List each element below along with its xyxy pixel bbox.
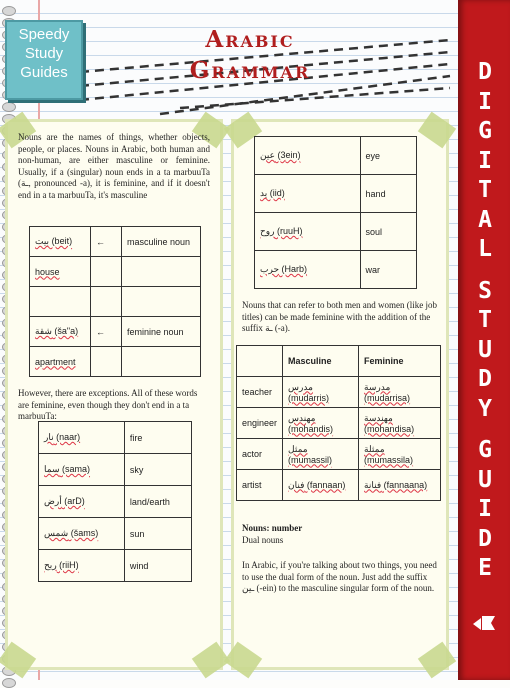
table-row [237,470,441,501]
table-cell: actor [237,439,283,470]
publisher-logo-icon [471,612,497,634]
table-cell: بيت (beit) [30,227,91,257]
spine-letter: G [478,118,492,144]
table-header-cell [237,346,283,377]
table-cell: مدرس (mudarris) [283,377,359,408]
table-cell: يد (iid) [255,175,361,213]
table-cell: ← [91,317,122,347]
table-cell [122,257,201,287]
spine-letter: E [478,555,492,581]
exceptions-paragraph: However, there are exceptions. All of these words are feminine, even though they don't end in a ta marbuuTa: [18,388,198,421]
table-cell: مهندسة (mohandisa) [359,408,441,439]
table-cell: land/earth [124,486,191,518]
table-row [30,287,201,317]
table-cell: سما (sama) [39,454,125,486]
table-row [237,439,441,470]
table-cell: أرض (arD) [39,486,125,518]
table-cell: ريح (riiH) [39,550,125,582]
table-cell: engineer [237,408,283,439]
table-cell: teacher [237,377,283,408]
dual-paragraph: In Arabic, if you're talking about two things, you need to use the dual form of the noun. Just add the suffix ـين (-ein) to the masculine singular form of the noun. [242,560,437,593]
table-cell: sun [124,518,191,550]
table-cell: عين (3ein) [255,137,361,175]
table-cell: ممثل (mumassil) [283,439,359,470]
table-cell: apartment [30,347,91,377]
table-cell: soul [360,213,416,251]
spine-letter [469,424,501,436]
spine-letter: A [478,206,492,233]
spine-letter: I [478,88,492,115]
table-row [39,518,192,550]
spine-letter: D [478,59,492,85]
table-cell: hand [360,175,416,213]
table-cell: مدرسة (mudarrisa) [359,377,441,408]
table-row [30,347,201,377]
spine-letter: D [478,366,492,392]
table-cell: feminine noun [122,317,201,347]
table-cell: فنانة (fannaana) [359,470,441,501]
spine-letter: S [478,277,492,304]
table-cell: eye [360,137,416,175]
table-cell: ممثلة (mumassila) [359,439,441,470]
table-row [39,550,192,582]
table-cell: مهندس (mohandis) [283,408,359,439]
table-cell: نار (naar) [39,422,125,454]
table-cell: شقة (ša"a) [30,317,91,347]
table-row [39,454,192,486]
table-row [30,227,201,257]
table-cell: sky [124,454,191,486]
spine-letter [469,265,501,277]
table-row [39,422,192,454]
table-cell [122,287,201,317]
table-cell: ← [91,227,122,257]
spine-letter: Y [478,395,492,422]
spine-letter: T [478,177,492,203]
table-cell: fire [124,422,191,454]
spine-letter: T [478,307,492,333]
table-cell [91,347,122,377]
number-heading: Nouns: number [242,523,303,533]
table-row [237,408,441,439]
jobs-table [236,345,441,501]
spine-letter: D [478,525,492,552]
table-cell: حرب (Harb) [255,251,361,289]
body-words-table [254,136,417,289]
table-cell: wind [124,550,191,582]
table-cell: فنان (fannaan) [283,470,359,501]
table-cell: masculine noun [122,227,201,257]
table-header-cell: Feminine [359,346,441,377]
table-cell [30,287,91,317]
gender-table [29,226,201,377]
table-cell [91,257,122,287]
table-header-cell: Masculine [283,346,359,377]
speedy-study-guides-logo: Speedy Study Guides [5,20,83,100]
table-row [255,251,417,289]
table-cell: artist [237,470,283,501]
spine-title [469,58,501,584]
spine-letter: G [478,437,492,463]
spine-letter: U [478,336,492,363]
intro-paragraph: Nouns are the names of things, whether objects, people, or places. Nouns in Arabic, both human and non-human, are either masculine or feminine. Usually, if a (singular) noun ends in a ta marbuuTa (ـة, pronounced -a), it is feminine, and if it doesn't end in a ta marbuuTa, it's masculine [18,132,210,200]
number-subheading: Dual nouns [242,535,284,545]
table-cell: war [360,251,416,289]
exceptions-table [38,421,192,582]
table-cell [122,347,201,377]
suffix-paragraph: Nouns that can refer to both men and women (like job titles) can be made feminine with the addition of the suffix ـة (-a). [242,300,437,333]
table-cell: روح (ruuH) [255,213,361,251]
table-cell: شمس (šams) [39,518,125,550]
table-row [30,317,201,347]
table-cell: house [30,257,91,287]
table-row [255,175,417,213]
table-row [255,213,417,251]
spine-letter: I [478,496,492,522]
spine-letter: I [478,147,492,174]
table-row [237,377,441,408]
spine-letter: L [478,236,492,262]
table-row [30,257,201,287]
spine-letter: U [478,466,492,493]
book-title: Arabic Grammar [189,26,311,84]
table-row [255,137,417,175]
table-row [39,486,192,518]
table-cell [91,287,122,317]
